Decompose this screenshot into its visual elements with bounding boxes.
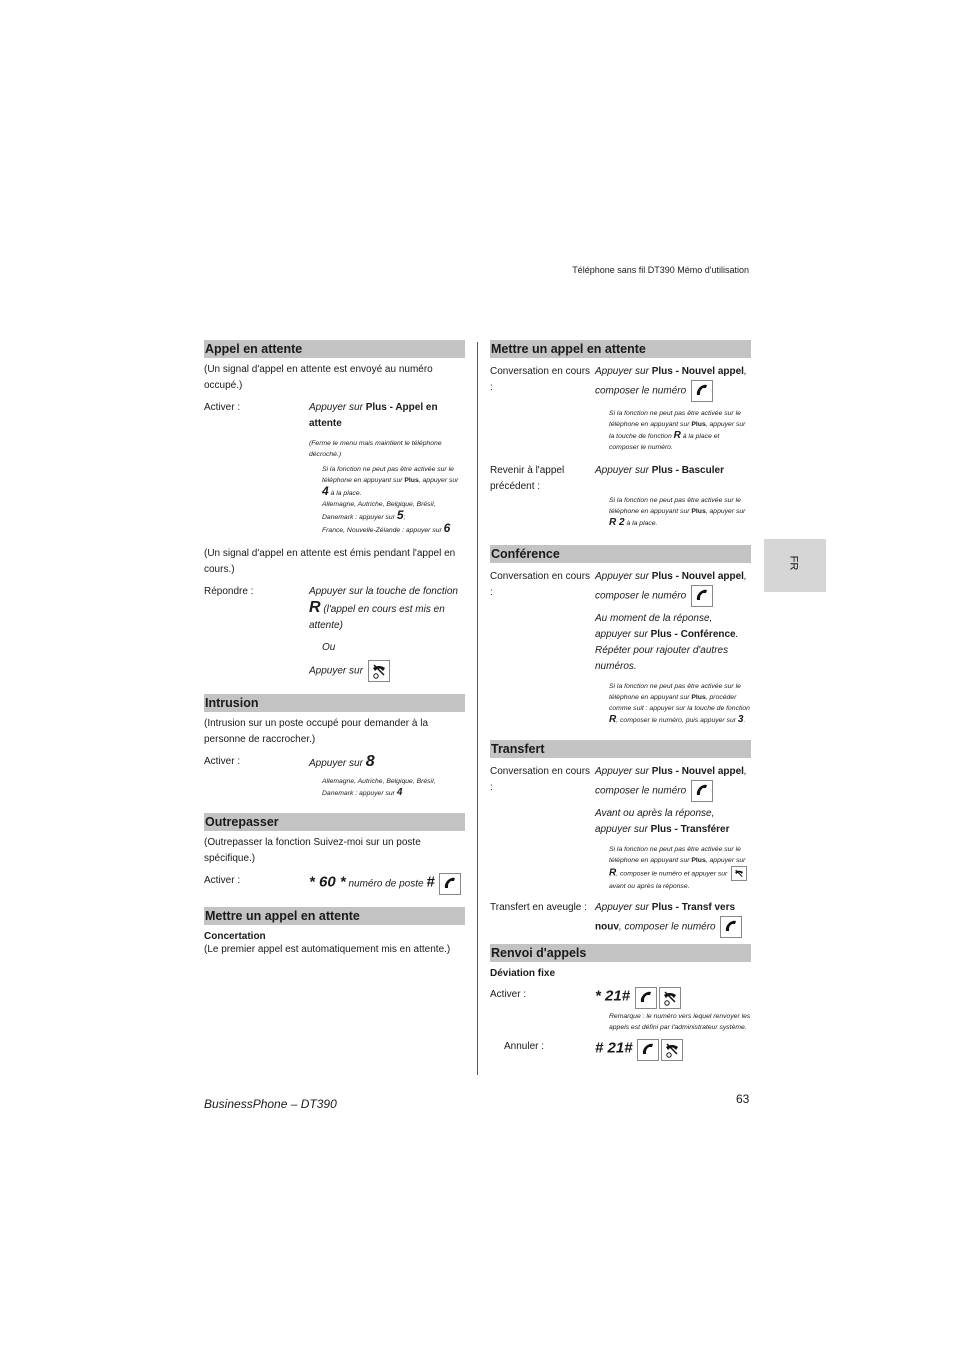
text: Si la fonction ne peut pas être activée sur le téléphone en appuyant sur [609,410,741,428]
text: , appuyer sur la touche de fonction [609,421,746,440]
row-label: Conversation en cours : [490,571,591,598]
row-value [309,400,465,432]
row-label: Conversation en cours : [490,366,591,393]
row-value [309,660,465,682]
row-activer [490,987,751,1009]
key-label: R [309,599,321,616]
spacer [490,806,595,838]
row-value: Ou [322,642,336,653]
text-bold: Plus - Appel en attente [309,402,438,429]
row-label: Activer : [204,756,241,767]
text-bold: Plus - Conférence [650,629,736,640]
text: , composer le numéro [595,571,747,602]
note: Si la fonction ne peut pas être activée sur le téléphone en appuyant sur Plus, appuyer sur 4 à la place. Allemagne, Autriche, Belgique, Brésil, Danemark : appuyer sur 5; France, Nouvelle-Zélande : appuyer sur 6 [322,466,459,535]
code: * 60 * [309,873,346,891]
text-bold: Plus - Transf vers nouv [595,902,736,933]
paragraph: (Outrepasser la fonction Suivez-moi sur un poste spécifique.) [204,837,421,864]
key-label: R [673,430,681,441]
key-label: R [609,714,617,725]
key-label: 4 [396,787,403,798]
row-value [595,611,751,675]
row-ou [204,640,465,656]
hang-up-icon [368,660,390,682]
text-bold: Plus - Basculer [651,465,724,476]
key-label: R [609,867,617,879]
text: Appuyer sur [309,402,366,413]
row-conversation [490,569,751,607]
section-title-outrepasser: Outrepasser [204,813,465,831]
row-value [595,569,751,607]
row-value [309,873,465,895]
header-title: Téléphone sans fil DT390 Mémo d'utilisation [572,265,749,275]
code: * 21# [595,987,631,1005]
text-bold: Plus - Transférer [650,824,730,835]
row-value [309,754,465,772]
handset-icon [637,1039,659,1061]
text: . [735,629,739,640]
notes-block [309,438,465,536]
section-title-transfert: Transfert [490,740,751,758]
text-bold: Plus [404,477,419,484]
section-title-renvoi: Renvoi d'appels [490,944,751,962]
text: à la place. [328,490,362,497]
text-bold: Plus [691,508,706,515]
row-revenir [490,463,751,495]
row-label: Conversation en cours : [490,766,591,793]
row-value [595,806,751,838]
hang-up-icon [659,987,681,1009]
spacer [204,640,309,656]
row-conversation [490,764,751,802]
text-bold: Plus [691,694,706,701]
section-title-conference: Conférence [490,545,751,563]
note: Remarque : le numéro vers lequel renvoyer les appels est défini par l'administrateur système. [609,1013,751,1031]
row-label: Transfert en aveugle : [490,902,587,913]
spacer [490,611,595,675]
text: Appuyer sur [309,758,366,769]
row-label: Répondre : [204,586,254,597]
text: Si la fonction ne peut pas être activée sur le téléphone en appuyant sur [609,683,741,701]
row-label: Revenir à l'appel précédent : [490,465,565,492]
key-label: R 2 [609,517,625,528]
text: Si la fonction ne peut pas être activée sur le téléphone en appuyant sur [322,466,454,484]
subheading: Concertation [204,931,266,942]
text-bold: Plus - Nouvel appel [651,366,744,377]
row-continuation [490,806,751,838]
row-label: Activer : [204,402,241,413]
text: Appuyer sur [595,766,652,777]
text: , appuyer sur [705,508,746,515]
text-bold: Plus [691,421,706,428]
handset-icon [720,916,742,938]
spacer [204,660,309,682]
section-title-mettre-en-attente: Mettre un appel en attente [204,907,465,925]
text: Si la fonction ne peut pas être activée sur le téléphone en appuyant sur [609,497,741,515]
text: Répéter pour rajouter d'autres numéros. [595,645,729,672]
handset-icon [691,780,713,802]
key-label: 4 [322,484,329,498]
key-label: 6 [443,521,451,535]
key-label: 3 [737,714,744,725]
text: , appuyer sur [418,477,459,484]
text: Appuyer sur [595,465,652,476]
right-column [490,340,751,1061]
key-label: 8 [365,753,375,770]
row-transfert-aveugle [490,900,751,938]
row-value [595,364,751,402]
row-appuyer [204,660,465,682]
text: avant ou après la réponse. [609,883,690,890]
page-number: 63 [736,1092,750,1106]
column-divider [477,342,478,1075]
hang-up-icon [731,866,747,881]
text: , appuyer sur [705,857,746,864]
note [609,495,751,529]
text: à la place. [624,520,658,527]
text: Appuyer sur [595,366,652,377]
section-title-mettre-en-attente: Mettre un appel en attente [490,340,751,358]
section-title-appel-en-attente: Appel en attente [204,340,465,358]
row-label: Activer : [204,875,241,886]
text: France, Nouvelle-Zélande : appuyer sur [322,527,444,534]
subheading: Déviation fixe [490,968,556,979]
row-value [309,584,465,634]
text: (l'appel en cours est mis en attente) [309,604,445,631]
handset-icon [635,987,657,1009]
note [609,408,751,453]
text-bold: Plus - Nouvel appel [651,766,744,777]
text: Au moment de la réponse, appuyer sur [595,613,713,640]
text-bold: Plus - Nouvel appel [651,571,744,582]
text: Appuyer sur [309,665,363,677]
text: numéro de poste [345,878,427,890]
left-column [204,340,465,958]
paragraph: (Intrusion sur un poste occupé pour demander à la personne de raccrocher.) [204,718,429,745]
row-label: Activer : [490,989,527,1000]
text: Appuyer sur [595,571,652,582]
text: Appuyer sur la touche de fonction [309,586,458,597]
row-annuler [490,1039,751,1061]
row-continuation [490,611,751,675]
code: # [426,873,435,891]
handset-icon [439,873,461,895]
row-value [595,987,751,1009]
row-value [595,463,751,495]
text: , composer le numéro [618,921,716,933]
paragraph: (Un signal d'appel en attente est envoyé au numéro occupé.) [204,364,433,391]
handset-icon [691,585,713,607]
paragraph: (Un signal d'appel en attente est émis pendant l'appel en cours.) [204,548,456,575]
row-value [595,1039,751,1061]
text: , composer le numéro et appuyer sur [616,870,728,878]
row-repondre [204,584,465,634]
note [609,681,751,726]
footer-product: BusinessPhone – DT390 [204,1097,337,1111]
text: Allemagne, Autriche, Belgique, Brésil, Danemark : appuyer sur [322,778,436,797]
note [322,776,465,799]
text: , procéder comme suit : appuyer sur la touche de fonction [609,694,750,712]
row-value [595,764,751,802]
text-bold: Plus [691,857,706,864]
text: , composer le numéro [595,766,747,797]
note: (Ferme le menu mais maintient le téléphone décroché.) [309,440,442,458]
row-activer [204,400,465,432]
note [609,844,751,892]
paragraph: (Le premier appel est automatiquement mis en attente.) [204,944,451,955]
row-activer [204,754,465,772]
row-value [595,900,751,938]
handset-icon [691,380,713,402]
hang-up-icon [661,1039,683,1061]
text: Si la fonction ne peut pas être activée sur le téléphone en appuyant sur [609,846,741,864]
text: Appuyer sur [595,902,652,913]
text: . [743,717,746,724]
text: à la place et composer le numéro. [609,433,720,451]
row-conversation [490,364,751,402]
language-tab [764,539,826,592]
text: , composer le numéro [595,366,747,397]
section-title-intrusion: Intrusion [204,694,465,712]
code: # 21# [595,1039,633,1057]
row-activer [204,873,465,895]
language-tab-label: FR [787,555,800,571]
text: , composer le numéro, puis appuyer sur [616,717,738,724]
row-label: Annuler : [504,1041,545,1052]
key-label: 5 [396,508,404,522]
text: Avant ou après la réponse, appuyer sur [595,808,715,835]
text: Allemagne, Autriche, Belgique, Brésil, Danemark : appuyer sur [322,501,436,521]
